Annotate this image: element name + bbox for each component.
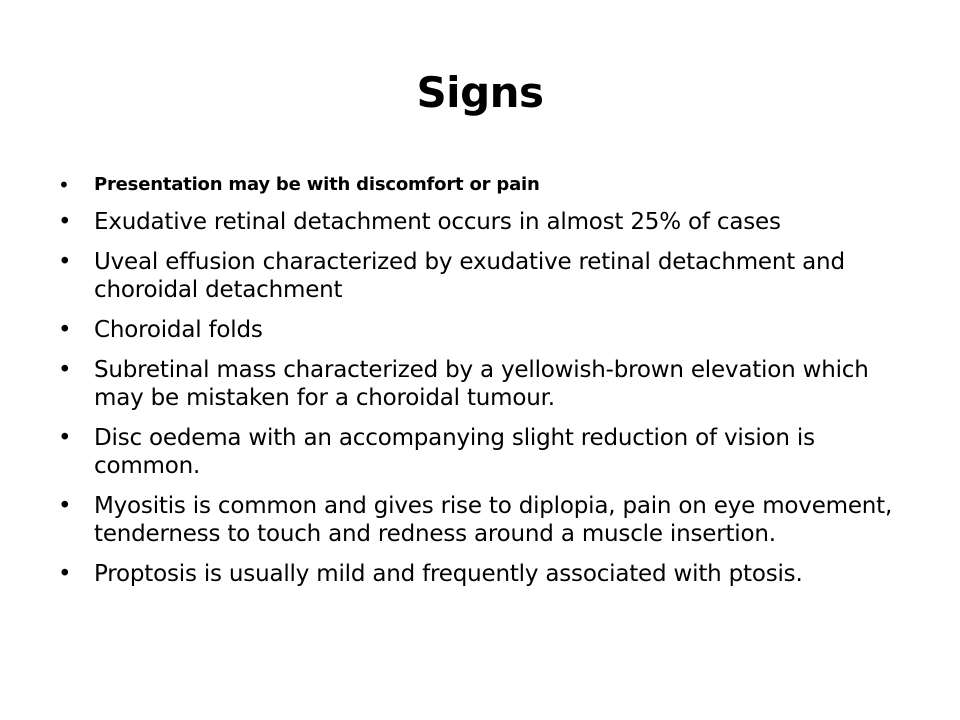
bullet-text: Uveal effusion characterized by exudative retinal detachment and choroidal detachment xyxy=(94,249,845,303)
bullet-item xyxy=(58,424,918,480)
bullet-item xyxy=(58,248,918,304)
bullet-list xyxy=(58,168,918,600)
bullet-text: Myositis is common and gives rise to diplopia, pain on eye movement, tenderness to touch and redness around a muscle insertion. xyxy=(94,493,893,547)
bullet-text: Subretinal mass characterized by a yellowish-brown elevation which may be mistaken for a choroidal tumour. xyxy=(94,357,869,411)
bullet-text: Proptosis is usually mild and frequently associated with ptosis. xyxy=(94,561,803,587)
bullet-item xyxy=(58,316,918,344)
bullet-item xyxy=(58,560,918,588)
slide-title: Signs xyxy=(416,68,544,117)
bullet-icon xyxy=(58,168,78,202)
bullet-icon xyxy=(58,248,78,276)
bullet-text: Disc oedema with an accompanying slight reduction of vision is common. xyxy=(94,425,815,479)
bullet-item xyxy=(58,168,918,202)
bullet-icon xyxy=(58,492,78,520)
bullet-text: Choroidal folds xyxy=(94,317,263,343)
bullet-icon xyxy=(58,208,78,236)
bullet-text: Exudative retinal detachment occurs in almost 25% of cases xyxy=(94,209,781,235)
bullet-icon xyxy=(58,356,78,384)
bullet-icon xyxy=(58,560,78,588)
bullet-icon xyxy=(58,424,78,452)
bullet-item xyxy=(58,208,918,236)
bullet-icon xyxy=(58,316,78,344)
bullet-item xyxy=(58,492,918,548)
bullet-text: Presentation may be with discomfort or pain xyxy=(94,174,540,195)
bullet-item xyxy=(58,356,918,412)
